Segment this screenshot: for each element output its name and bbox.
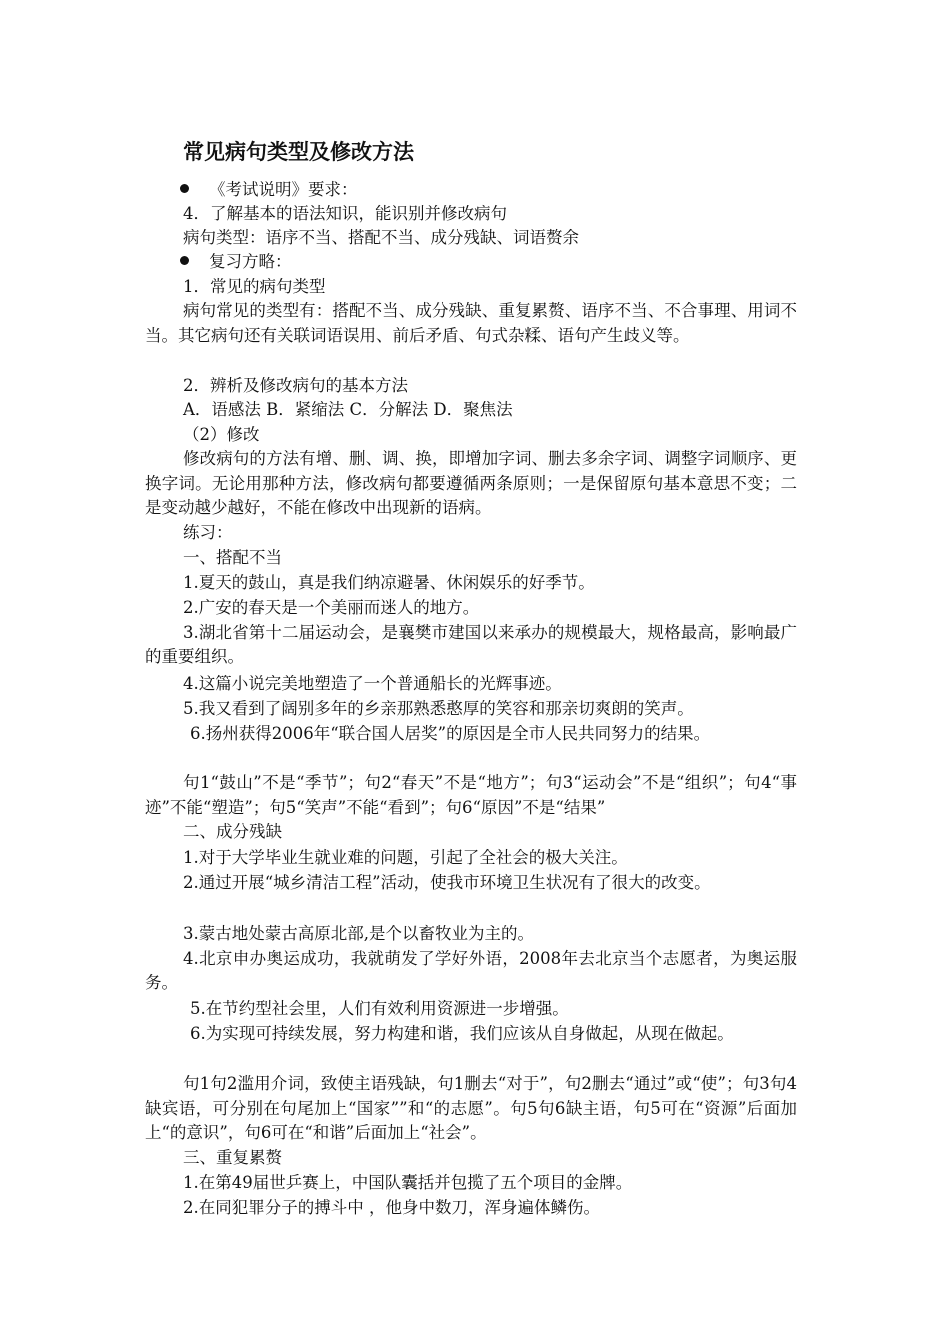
exercise-item: 3.蒙古地处蒙古高原北部,是个以畜牧业为主的。 <box>183 924 534 943</box>
exercise-item: 2.通过开展“城乡清洁工程”活动，使我市环境卫生状况有了很大的改变。 <box>183 873 711 892</box>
page-title: 常见病句类型及修改方法 <box>183 140 414 164</box>
strategy-bullet <box>180 250 292 274</box>
exercise-item: 1.在第49届世乒赛上，中国队囊括并包揽了五个项目的金牌。 <box>183 1173 633 1192</box>
answer-paragraph: 句1“鼓山”不是“季节”；句2“春天”不是“地方”；句3“运动会”不是“组织”；句4“事迹”不能“塑造”；句5“笑声”不能“看到”；句6“原因”不是“结果” <box>145 773 797 817</box>
requirements-bullet <box>180 178 358 202</box>
exercise-item: 3.湖北省第十二届运动会，是襄樊市建国以来承办的规模最大，规格最高，影响最广的重要组织。 <box>145 623 797 666</box>
exercise-item: 1.对于大学毕业生就业难的问题，引起了全社会的极大关注。 <box>183 848 628 867</box>
practice-label: 练习： <box>183 523 233 542</box>
exercise-item: 1.夏天的鼓山，真是我们纳凉避暑、休闲娱乐的好季节。 <box>183 573 595 592</box>
section-heading: 三、重复累赘 <box>183 1148 282 1167</box>
section-heading: 2．辨析及修改病句的基本方法 <box>183 376 408 395</box>
bullet-icon <box>180 256 189 265</box>
section-heading: 1．常见的病句类型 <box>183 277 326 296</box>
answer-paragraph: 句1句2滥用介词，致使主语残缺，句1删去“对于”，句2删去“通过”或“使”；句3句4缺宾语，可分别在句尾加上“国家””和“的志愿”。句5句6缺主语，句5可在“资源”后面加上“的意识”，句6可在“和谐”后面加上“社会”。 <box>145 1074 797 1142</box>
bullet-icon <box>180 184 189 193</box>
subheading: （2）修改 <box>183 425 260 444</box>
exercise-item: 4.北京申办奥运成功，我就萌发了学好外语，2008年去北京当个志愿者，为奥运服务。 <box>145 949 797 992</box>
paragraph: 修改病句的方法有增、删、调、换，即增加字词、删去多余字词、调整字词顺序、更换字词。无论用那种方法，修改病句都要遵循两条原则；一是保留原句基本意思不变；二是变动越少越好，不能在修改中出现新的语病。 <box>145 449 797 517</box>
exercise-item: 2.在同犯罪分子的搏斗中 ，他身中数刀，浑身遍体鳞伤。 <box>183 1198 600 1217</box>
requirement-item: 4．了解基本的语法知识，能识别并修改病句 <box>183 204 507 223</box>
exercise-item: 2.广安的春天是一个美丽而迷人的地方。 <box>183 598 480 617</box>
exercise-item: 6.扬州获得2006年“联合国人居奖”的原因是全市人民共同努力的结果。 <box>190 724 711 743</box>
sentence-types: 病句类型：语序不当、搭配不当、成分残缺、词语赘余 <box>183 228 579 247</box>
exercise-item: 4.这篇小说完美地塑造了一个普通船长的光辉事迹。 <box>183 674 562 693</box>
paragraph: 病句常见的类型有：搭配不当、成分残缺、重复累赘、语序不当、不合事理、用词不当。其它病句还有关联词语误用、前后矛盾、句式杂糅、语句产生歧义等。 <box>145 301 797 345</box>
exercise-item: 6.为实现可持续发展，努力构建和谐，我们应该从自身做起，从现在做起。 <box>190 1024 734 1043</box>
methods-line: A．语感法 B．紧缩法 C．分解法 D．聚焦法 <box>183 400 513 419</box>
exercise-item: 5.在节约型社会里，人们有效利用资源进一步增强。 <box>190 999 569 1018</box>
section-heading: 二、成分残缺 <box>183 822 282 841</box>
section-heading: 一、搭配不当 <box>183 548 282 567</box>
exercise-item: 5.我又看到了阔别多年的乡亲那熟悉憨厚的笑容和那亲切爽朗的笑声。 <box>183 699 694 718</box>
requirements-label: 《考试说明》要求： <box>209 180 358 199</box>
strategy-label: 复习方略： <box>209 252 292 271</box>
